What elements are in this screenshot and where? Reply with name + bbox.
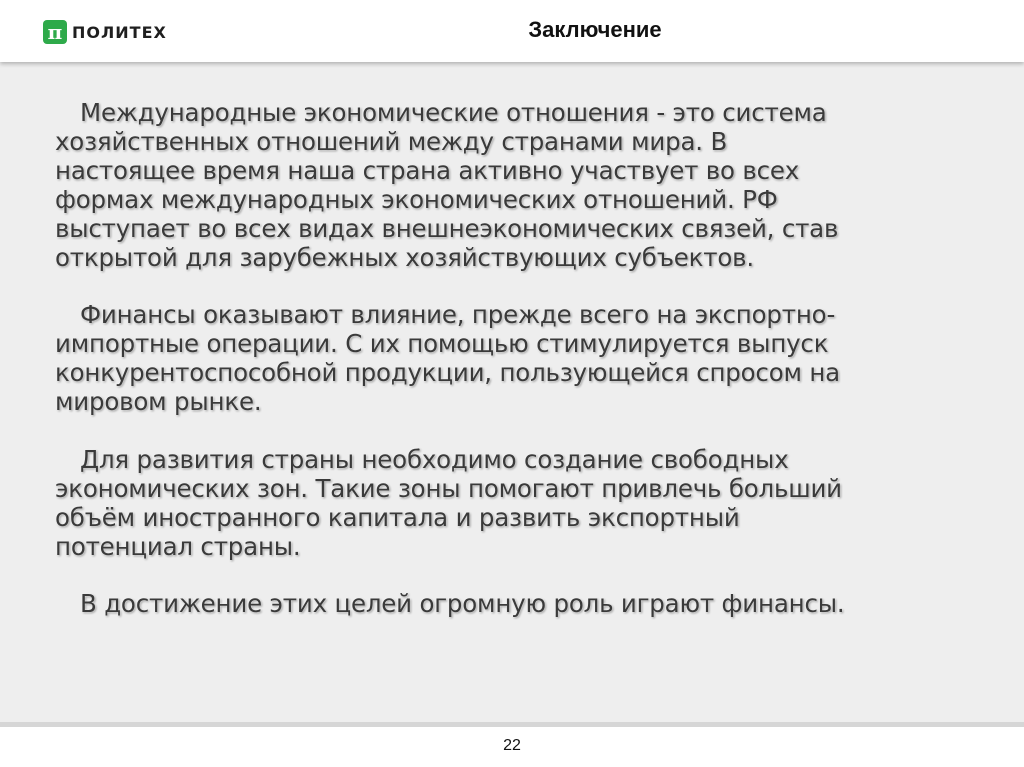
text-line: потенциал страны.	[55, 532, 301, 561]
text-line: Для развития страны необходимо создание свободных	[80, 445, 789, 474]
text-line: импортные операции. С их помощью стимулируется выпуск	[55, 329, 829, 358]
logo-text: ПОЛИТЕХ	[72, 22, 167, 42]
page-number: 22	[503, 737, 521, 754]
text-line: открытой для зарубежных хозяйствующих субъектов.	[55, 243, 754, 272]
text-line: Международные экономические отношения - это система	[80, 98, 827, 127]
text-line: конкурентоспособной продукции, пользующейся спросом на	[55, 358, 840, 387]
paragraph-2	[55, 300, 840, 416]
text-line: В достижение этих целей огромную роль играют финансы.	[80, 589, 845, 618]
paragraph-4	[55, 589, 844, 618]
text-line: экономических зон. Такие зоны помогают привлечь больший	[55, 474, 842, 503]
text-line: Финансы оказывают влияние, прежде всего на экспортно-	[80, 300, 836, 329]
text-line: объём иностранного капитала и развить экспортный	[55, 503, 740, 532]
logo-pi-icon: π	[43, 20, 67, 44]
paragraph-3	[55, 445, 842, 561]
text-line: формах международных экономических отношений. РФ	[55, 185, 778, 214]
text-line: хозяйственных отношений между странами мира. В	[55, 127, 728, 156]
slide-title: Заключение	[528, 17, 662, 42]
paragraph-1	[55, 98, 838, 272]
slide-content	[0, 62, 1024, 727]
slide-footer	[0, 727, 1024, 767]
text-line: выступает во всех видах внешнеэкономических связей, став	[55, 214, 839, 243]
text-line: мировом рынке.	[55, 387, 262, 416]
slide-header	[0, 0, 1024, 62]
text-line: настоящее время наша страна активно участвует во всех	[55, 156, 800, 185]
